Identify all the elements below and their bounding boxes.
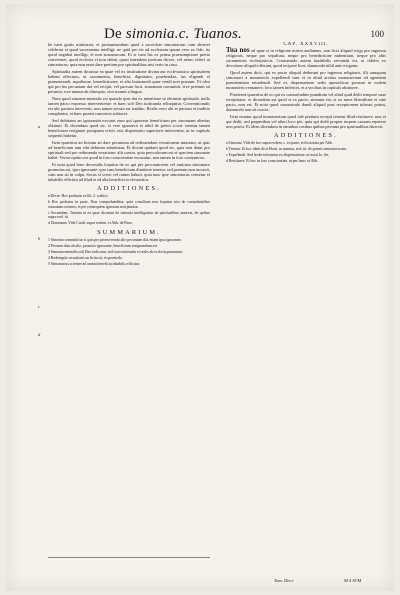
right-body-text: ad quae si in religione nostra audiamus, non licet aliquid exigi pro ingressu religionis, neque pro sepultura, neque pro benedictione nubentium, neque pro aliis sacramentis ecclesiasticis. Consuetudo autem laudabilis servanda est, ut fideles ex devotione aliquid offerant, quod recipere licet, dummodo nihil ante exigatur. — [226, 48, 386, 69]
summarium-item: 2 Pecunia data ab alio, promoto ignorante, beneficium resignandum est. — [48, 244, 158, 249]
catchword: M 4 SVM — [344, 578, 362, 583]
running-title — [104, 26, 242, 43]
summarium-list — [48, 238, 210, 267]
additio-note: a Decre. Hoc probatur ex lib. 2. codicis. — [48, 193, 109, 198]
left-additiones-heading: ADDITIONES. — [97, 184, 161, 192]
additio-note: d Dominum. Vide Cardi. supra eodem. et Abb. de Pano. — [48, 221, 133, 226]
left-column-bottom-rule — [48, 557, 210, 558]
running-title-main: simonia.c. Tuanos. — [125, 26, 242, 42]
summarium-item: 4 Redemptio vexationis an licita sit, et quomodo. — [48, 256, 123, 261]
page-number: 100 — [370, 29, 384, 39]
additio-note: d Restituere. Et hoc in foro conscientiae, ut per Inno. et Abb. — [226, 159, 319, 164]
left-body-paragraph: Sed dubitatur an ignorantia excuset eum qui ignorans beneficium per simoniam alterius obtinuit. Et dicendum quod sic, si vere ignoravit et nihil de pretio scivit: tenetur tamen beneficium resignare postquam scivit, nisi dispensatio superioris interveniat, ut in capitulo sequenti habetur. — [48, 117, 210, 139]
right-additiones-heading: ADDITIONES. — [274, 131, 338, 139]
margin-mark-c: c — [38, 304, 40, 309]
summarium-item: 5 Simoniacus scienter ad omnia beneficia inhabilis efficitur. — [48, 262, 140, 267]
right-column — [226, 42, 386, 568]
additio-note: b Tenetur. Et hoc idem dicit Hosti. in summa, eod. tit. de poenis simoniacorum. — [226, 147, 347, 151]
summarium-item: 3 Simonia mentalis soli Deo iudicatur, sed conventionalis et realis ab ecclesia puniuntur. — [48, 250, 184, 255]
chapter-label: CAP. XXXVIII. — [283, 42, 329, 47]
left-column — [48, 42, 210, 554]
margin-mark-b: b — [38, 236, 41, 241]
margin-mark-a: a — [38, 124, 41, 129]
left-body-paragraph: Et nota quod haec decretalis loquitur de eo qui per procuratorem vel amicum simoniace promotus est, ipso ignorante: quo casu beneficium dimittere tenetur, sed poenam non incurrit, cum non sit in culpa. Secus si scivit vel ratum habuit, quia tunc ipse simoniacus censetur et inhabilis efficitur ad illud et ad alia beneficia ecclesiastica. — [48, 161, 210, 182]
signature-mark: Tom. Decr. — [274, 578, 294, 583]
right-body-paragraph — [226, 48, 386, 68]
left-body-paragraph: Spiritualia autem dicuntur ea quae vel ex institutione divina aut ecclesiastica spiritualem habent effectum, ut sacramenta, beneficia, dignitates, praebendae, ius eligendi et praesentandi, sepulturae, benedictiones, et alia huiusmodi quae vendi non possunt. Et ideo qui pro his pecuniam dat vel recipit, vel pactum facit, simoniam committit, sive pretium sit pecunia, sive munus ab obsequio, sive munus a lingua. — [48, 68, 210, 95]
summarium-heading: SUMMARIUM. — [97, 229, 161, 236]
book-page — [6, 4, 394, 591]
left-additiones — [48, 194, 210, 226]
right-additiones — [226, 141, 386, 164]
right-body-paragraph: Quod autem dicit, qui ex pacto aliquid dederunt pro ingressu religionis, illi tamquam simoniaci a monasterio expellendi sunt et in aliud arctius monasterium ad agendam poenitentiam retrudendi. Sed ex dispensatione sedis apostolicae possunt in eodem monasterio remanere, loco tamen inferiori, et a vocibus in capitulo abstinere. — [226, 69, 386, 91]
chapter-incipit: Tua nos — [226, 46, 250, 54]
margin-mark-d: d — [38, 332, 41, 337]
left-body-paragraph: Item quaeritur an licitum sit dare pecuniam ad redimendam vexationem iniustam, ut quis ad beneficium iam sibi debitum admittatur. Et dicunt quidam quod sic, quia non datur pro spirituali sed pro redimenda vexatione: alii contra, quia periculosum est et speciem simoniae habet. Verior opinio est quod in foro conscientiae excusatur, non tamen in foro contentioso. — [48, 139, 210, 160]
running-title-prefix: De — [104, 26, 126, 42]
additio-note: a Simonia. Vide de hoc supra eodem, c. ex parte, et ibi notata per Abb. — [226, 140, 333, 145]
left-body-paragraph: he tueri gratis ministrari, et pronuntiandum quod a sacerdote simoniacum cum deceret celebrari et quod sacramenta intelligi; ne quid pro eis ad ecclesiam ipsum vero ex fide, ita quod negabat intelligi, et non simoniacum. Et si cum his ex prima praesumptione pretio conveniret, quod ecclesia ei non dabat, quasi intendens pretium dicere, vel nemo videri ut simoniacus: quia non esset dare pretium pro spiritualibus nisi certo in casu. — [48, 42, 210, 68]
right-body-paragraph: Praeterea quaeritur de eo qui ex consuetudine prandium vel aliud quid dedit tempore suae receptionis: et dicendum est quod si ex pacto, simonia est; si ex mera liberalitate et sine pacto, non est. Et nota quod consuetudo dandi aliquid post receptionem tolerari potest, dummodo non sit coacta. — [226, 91, 386, 113]
summarium-item: 1 Simonia committitur si quis pro promovendo alio pecuniam dat, etiam ipso ignorante. — [48, 238, 182, 242]
additio-note: c Expellendi. Sed hodie tolerantur ex dispensatione, ut notat Io. An. — [226, 153, 330, 158]
page-header — [6, 12, 394, 42]
additio-note: b Hoc probatur in parte. Non comprehenditur, quia concilium non loquitur nisi de contrahentibus simoniam scienter, et per consequens ignorans non punitur. — [48, 200, 210, 209]
additio-note: c Secundum. Tantum ut ea quae dicuntur de simonia intelligantur de spiritualibus annexis, de quibus supra eod. tit. — [48, 210, 210, 220]
left-body-paragraph: Nota quod simonia mentalis est quando quis dat ex intentione ut obtineat spirituale, nullo tamen pacto expresso interveniente: et haec soli Deo iudicanda relinquitur. Conventionalis est ubi pactum intervenit, non tamen secuta est traditio. Realis vero ubi et pactum et traditio complentur, et haec poenis canonicis subiacet. — [48, 95, 210, 117]
right-body-paragraph: Item notatur quod monasterium quod tale pretium recepit tenetur illud restituere, non ei qui dedit, sed pauperibus vel alteri loco pio, quia qui dedit propter turpem causam repetere non potest. Et idem dicendum in omnibus casibus quibus pecunia pro spiritualibus data est. — [226, 113, 386, 129]
